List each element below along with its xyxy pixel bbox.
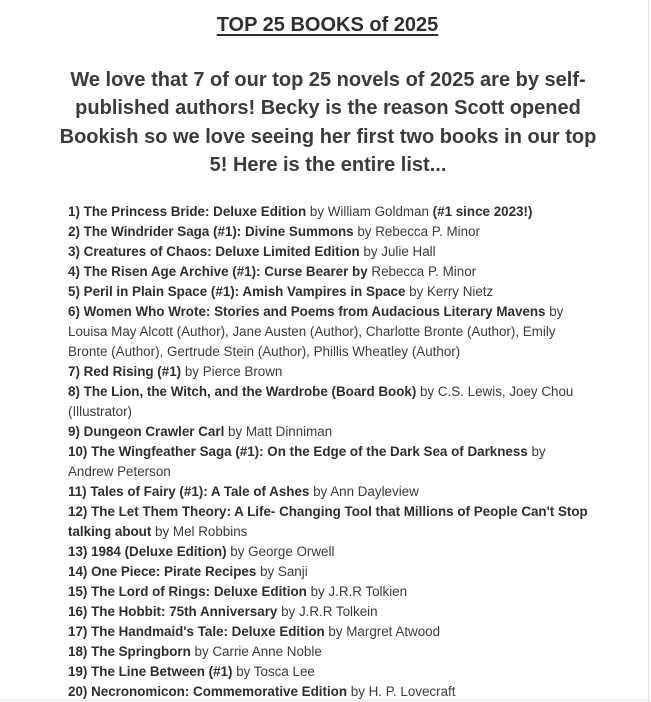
book-title: The Windrider Saga (#1): Divine Summons [83,224,354,239]
book-author: Rebecca P. Minor [367,264,477,279]
page-title: TOP 25 BOOKS of 2025 [216,14,439,36]
list-item [68,282,593,302]
book-number: 19) [68,664,88,679]
book-author: by Louisa May Alcott (Author), Jane Austen (Author), Charlotte Bronte (Author), Emily Bronte (Author), Gertrude Stein (Author), Phillis Wheatley (Author) [68,304,564,359]
book-list [68,202,593,702]
book-number: 3) [68,244,80,259]
book-author: by George Orwell [226,544,335,559]
book-number: 15) [68,584,88,599]
book-author: by H. P. Lovecraft [347,684,456,699]
list-item [68,222,593,242]
book-author: by C.S. Lewis, Joey Chou (Illustrator) [68,384,574,419]
book-title: Necronomicon: Commemorative Edition [91,684,348,699]
book-title: The Lord of Rings: Deluxe Edition [91,584,307,599]
book-title: The Springborn [91,644,191,659]
list-item [68,362,593,382]
book-number: 5) [68,284,80,299]
book-title: The Princess Bride: Deluxe Edition [83,204,307,219]
book-title: Dungeon Crawler Carl [83,424,225,439]
list-item [68,302,593,362]
list-item [68,682,593,702]
list-item [68,582,593,602]
book-number: 13) [68,544,88,559]
book-title: The Lion, the Witch, and the Wardrobe (Board Book) [83,384,417,399]
list-item [68,502,593,542]
book-author: by J.R.R Tolkien [306,584,408,599]
book-title: One Piece: Pirate Recipes [91,564,257,579]
book-note: (#1 since 2023!) [432,204,533,219]
book-number: 14) [68,564,88,579]
book-number: 4) [68,264,80,279]
book-number: 16) [68,604,88,619]
book-title: Women Who Wrote: Stories and Poems from Audacious Literary Mavens [83,304,546,319]
list-item [68,562,593,582]
book-number: 11) [68,484,87,499]
book-author: by Ann Dayleview [309,484,419,499]
book-number: 2) [68,224,80,239]
book-author: by Carrie Anne Noble [190,644,322,659]
list-item [68,662,593,682]
book-title: The Risen Age Archive (#1): Curse Bearer by [83,264,368,279]
list-item [68,602,593,622]
list-item [68,262,593,282]
list-item [68,542,593,562]
book-title: The Line Between (#1) [91,664,233,679]
book-number: 10) [68,444,88,459]
book-title: Peril in Plain Space (#1): Amish Vampires in Space [83,284,406,299]
list-item [68,422,593,442]
book-number: 12) [68,504,88,519]
book-author: by Julie Hall [359,244,436,259]
book-author: by Kerry Nietz [405,284,494,299]
list-item [68,382,593,422]
book-title: The Let Them Theory: A Life- Changing Tool that Millions of People Can't Stop talking about [68,504,588,539]
intro-paragraph: We love that 7 of our top 25 novels of 2025 are by self-published authors! Becky is the reason Scott opened Bookish so we love seeing her first two books in our top 5! Here is the entire list... [59,69,597,176]
list-item [68,202,593,222]
book-author: by Pierce Brown [181,364,283,379]
book-author: by J.R.R Tolkein [277,604,378,619]
book-number: 7) [68,364,80,379]
list-item [68,242,593,262]
book-author: by Andrew Peterson [68,444,546,479]
book-number: 20) [68,684,88,699]
book-author: by Tosca Lee [232,664,315,679]
list-item [68,622,593,642]
book-author: by Mel Robbins [151,524,248,539]
book-author: by Matt Dinniman [224,424,333,439]
book-title: Creatures of Chaos: Deluxe Limited Edition [83,244,360,259]
list-item [68,642,593,662]
book-number: 9) [68,424,80,439]
book-number: 6) [68,304,80,319]
book-number: 8) [68,384,80,399]
list-item [68,442,593,482]
book-title: Red Rising (#1) [83,364,182,379]
book-title: Tales of Fairy (#1): A Tale of Ashes [90,484,310,499]
list-item [68,482,593,502]
book-number: 17) [68,624,88,639]
book-number: 18) [68,644,88,659]
book-author: by Margret Atwood [324,624,441,639]
book-title: The Handmaid's Tale: Deluxe Edition [91,624,325,639]
book-title: The Hobbit: 75th Anniversary [91,604,278,619]
book-title: 1984 (Deluxe Edition) [91,544,227,559]
book-number: 1) [68,204,80,219]
book-title: The Wingfeather Saga (#1): On the Edge of the Dark Sea of Darkness [91,444,528,459]
book-author: by William Goldman [306,204,433,219]
book-author: by Sanji [256,564,308,579]
book-author: by Rebecca P. Minor [353,224,480,239]
